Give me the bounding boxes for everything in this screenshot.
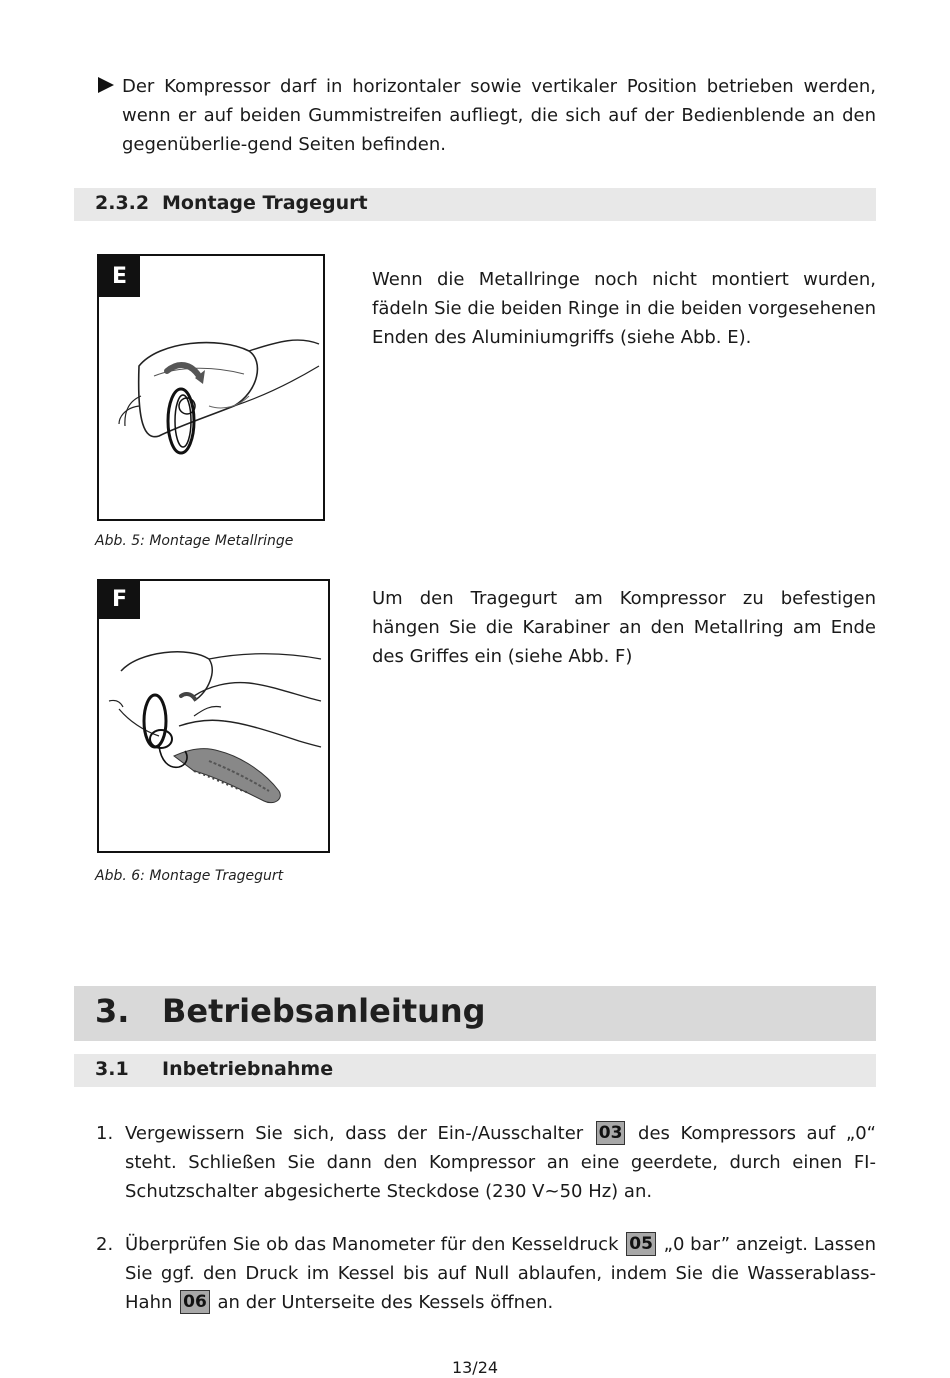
chapter-heading-3 (74, 986, 876, 1041)
step-text-part: des Kompressors auf „0“ steht. Schließen Sie dann den Kompressor an eine geerdete, durch einen FI-Schutzschalter abgesicherte Steckdose (230 V~50 Hz) an. (125, 1123, 876, 1202)
chapter-title: Betriebsanleitung (162, 992, 486, 1030)
section-heading-3-1 (74, 1054, 876, 1087)
page-number: 13/24 (451, 1358, 499, 1377)
list-item-text (125, 1119, 876, 1206)
figure-letter-e: E (99, 256, 140, 297)
section-number: 2.3.2 (95, 192, 150, 214)
figure-f-image (97, 579, 330, 853)
component-ref-badge: 03 (596, 1121, 626, 1145)
intro-paragraph: Der Kompressor darf in horizontaler sowie vertikaler Position betrieben werden, wenn er auf beiden Gummistreifen aufliegt, die sich auf der Bedienblende an den gegenüberlie-gend Seiten befinden. (122, 76, 876, 155)
section-heading-2-3-2 (74, 188, 876, 221)
triangle-right-icon (96, 75, 116, 95)
chapter-number: 3. (95, 992, 130, 1030)
step-text-part: Vergewissern Sie sich, dass der Ein-/Ausschalter (125, 1123, 584, 1144)
step-text-part: an der Unterseite des Kessels öffnen. (217, 1292, 554, 1313)
step-text-part: Überprüfen Sie ob das Manometer für den Kesseldruck (125, 1234, 619, 1255)
strap-carabiner-illustration (99, 581, 328, 851)
section-title: Inbetriebnahme (162, 1058, 334, 1080)
step-text-part: „0 bar” anzeigt. Lassen Sie ggf. den Druck im Kessel bis auf Null ablaufen, indem Sie die Wasserablass-Hahn (125, 1234, 877, 1313)
figure-e-text: Wenn die Metallringe noch nicht montiert wurden, fädeln Sie die beiden Ringe in die beiden vorgesehenen Enden des Aluminiumgriffs (siehe Abb. E). (372, 269, 876, 348)
list-item-number: 2. (96, 1234, 114, 1255)
list-item (96, 1119, 876, 1206)
list-item (96, 1230, 876, 1317)
figure-letter-f: F (99, 581, 140, 619)
figure-e-image (97, 254, 325, 521)
section-title: Montage Tragegurt (162, 192, 368, 214)
list-item-text (125, 1230, 876, 1317)
component-ref-badge: 06 (180, 1290, 210, 1314)
figure-e-caption: Abb. 5: Montage Metallringe (95, 533, 294, 549)
figure-f-text: Um den Tragegurt am Kompressor zu befestigen hängen Sie die Karabiner an den Metallring am Ende des Griffes ein (siehe Abb. F) (372, 588, 876, 667)
section-number: 3.1 (95, 1058, 129, 1080)
list-item-number: 1. (96, 1123, 114, 1144)
component-ref-badge: 05 (626, 1232, 656, 1256)
figure-f-caption: Abb. 6: Montage Tragegurt (95, 868, 284, 884)
